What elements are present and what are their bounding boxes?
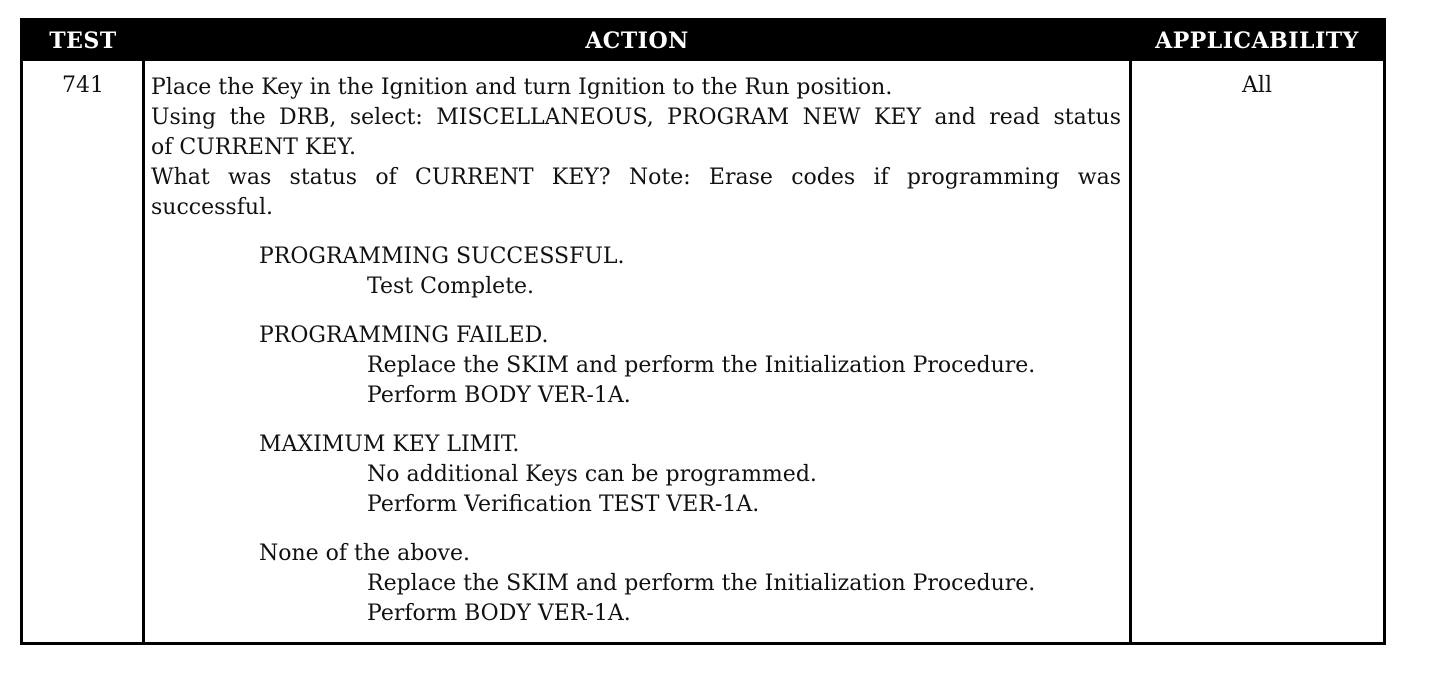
outcome-group [151,321,1121,411]
instruction-line: successful. [151,195,274,220]
outcome-action: Replace the SKIM and perform the Initialization Procedure. [367,571,1036,596]
instruction-line: Place the Key in the Ignition and turn Ignition to the Run position. [151,75,893,100]
header-test: TEST [49,28,117,54]
outcome-action: Perform Verification TEST VER-1A. [367,492,760,517]
instruction-line: Using the DRB, select: MISCELLANEOUS, PROGRAM NEW KEY and read status [151,105,1121,130]
applicability-value: All [1242,73,1272,98]
outcome-result: None of the above. [259,541,470,566]
outcome-result: PROGRAMMING FAILED. [259,323,549,348]
test-number: 741 [62,73,104,98]
column-divider [142,61,145,642]
outcome-action: Perform BODY VER-1A. [367,383,631,408]
header-action: ACTION [585,28,689,54]
outcome-group [151,242,1121,302]
outcome-action: Perform BODY VER-1A. [367,601,631,626]
instruction-line: of CURRENT KEY. [151,135,357,160]
outcome-action: Replace the SKIM and perform the Initialization Procedure. [367,353,1036,378]
outcome-group [151,430,1121,520]
table-header [23,21,1383,61]
column-divider [1129,61,1132,642]
outcome-result: MAXIMUM KEY LIMIT. [259,432,520,457]
action-cell [151,73,1121,629]
instruction-line: What was status of CURRENT KEY? Note: Erase codes if programming was [151,165,1121,190]
outcome-action: No additional Keys can be programmed. [367,462,817,487]
outcome-group [151,539,1121,629]
outcome-action: Test Complete. [367,274,535,299]
outcome-result: PROGRAMMING SUCCESSFUL. [259,244,625,269]
diagnostic-test-table [20,18,1386,645]
header-applicability: APPLICABILITY [1155,28,1359,54]
